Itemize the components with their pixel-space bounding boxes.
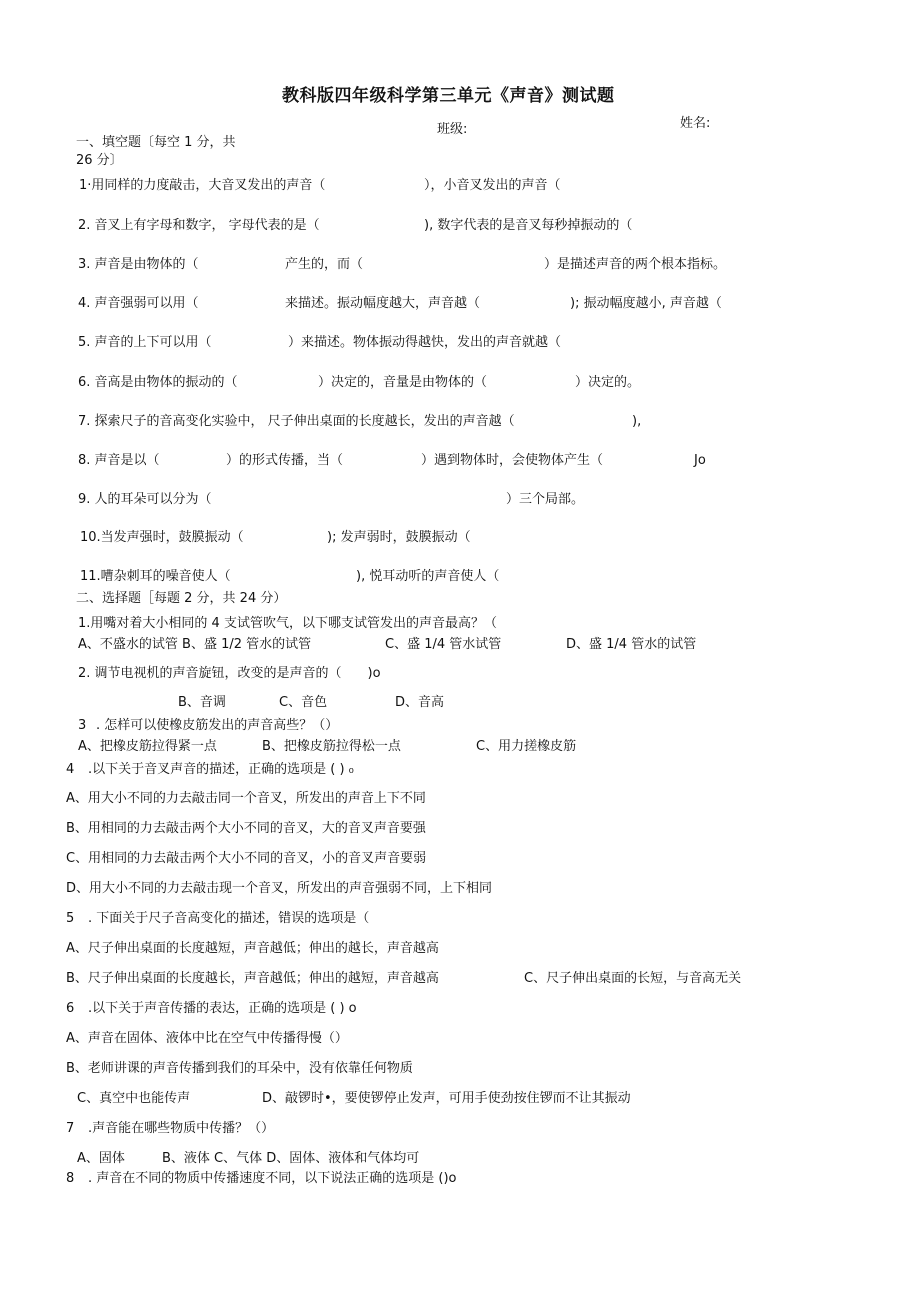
q5-stem: . 下面关于尺子音高变化的描述，错误的选项是（ (88, 911, 370, 926)
q7-option-rest: B、液体 C、气体 D、固体、液体和气体均可 (162, 1151, 420, 1166)
q4-number: 4 (66, 762, 75, 777)
q2-option-d: D、音高 (395, 695, 445, 710)
fill-item-9a: 9. 人的耳朵可以分为（ (78, 492, 212, 507)
fill-item-2b: ), 数字代表的是音叉每秒掉振动的（ (424, 218, 633, 233)
q2-stem: 2. 调节电视机的声音旋钮，改变的是声音的（ )o (78, 666, 381, 681)
q1-option-ab: A、不盛水的试管 B、盛 1/2 管水的试管 (78, 637, 312, 652)
q3-option-b: B、把橡皮筋拉得松一点 (262, 739, 401, 754)
section2-heading: 二、选择题［每题 2 分，共 24 分） (76, 591, 287, 606)
name-label: 姓名: (680, 116, 711, 131)
fill-item-6a: 6. 音高是由物体的振动的（ (78, 375, 238, 390)
q5-option-a: A、尺子伸出桌面的长度越短，声音越低；伸出的越长，声音越高 (66, 941, 439, 956)
q7-option-a: A、固体 (77, 1151, 125, 1166)
class-label: 班级: (437, 122, 468, 137)
fill-item-2a: 2. 音叉上有字母和数字， 字母代表的是（ (78, 218, 320, 233)
fill-item-1b: ），小音叉发出的声音（ (424, 178, 561, 193)
fill-item-8d: Jo (694, 453, 706, 468)
q4-option-b: B、用相同的力去敲击两个大小不同的音叉，大的音叉声音要强 (66, 821, 426, 836)
fill-item-6c: ）决定的。 (575, 375, 641, 390)
q6-option-b: B、老师讲课的声音传播到我们的耳朵中，没有依靠任何物质 (66, 1061, 413, 1076)
fill-item-11b: ), 悦耳动听的声音使人（ (356, 569, 500, 584)
q8-stem: . 声音在不同的物质中传播速度不同，以下说法正确的选项是 ()o (88, 1171, 457, 1186)
q3-stem: . 怎样可以使橡皮筋发出的声音高些？（） (96, 718, 339, 733)
fill-item-5b: ）来描述。物体振动得越快，发出的声音就越（ (288, 335, 562, 350)
q4-stem: .以下关于音叉声音的描述，正确的选项是 ( ) ₀ (88, 762, 354, 777)
fill-item-8b: ）的形式传播，当（ (226, 453, 344, 468)
q6-option-d: D、敲锣时•，要使锣停止发声，可用手使劲按住锣而不让其振动 (262, 1091, 631, 1106)
q6-option-c: C、真空中也能传声 (77, 1091, 191, 1106)
q5-option-c: C、尺子伸出桌面的长短，与音高无关 (524, 971, 742, 986)
q6-number: 6 (66, 1001, 75, 1016)
q4-option-c: C、用相同的力去敲击两个大小不同的音叉，小的音叉声音要弱 (66, 851, 427, 866)
q7-number: 7 (66, 1121, 75, 1136)
q7-stem: .声音能在哪些物质中传播？（） (88, 1121, 275, 1136)
fill-item-6b: ）决定的，音量是由物体的（ (318, 375, 488, 390)
q5-option-b: B、尺子伸出桌面的长度越长，声音越低；伸出的越短，声音越高 (66, 971, 439, 986)
fill-item-5a: 5. 声音的上下可以用（ (78, 335, 212, 350)
fill-item-10b: ); 发声弱时，鼓膜振动（ (327, 530, 471, 545)
q2-option-c: C、音色 (279, 695, 328, 710)
fill-item-8c: ）遇到物体时，会使物体产生（ (421, 453, 604, 468)
fill-item-3b: 产生的，而（ (285, 257, 364, 272)
q4-option-a: A、用大小不同的力去敲击同一个音叉，所发出的声音上下不同 (66, 791, 426, 806)
q3-option-a: A、把橡皮筋拉得紧一点 (78, 739, 217, 754)
fill-item-10a: 10.当发声强时，鼓膜振动（ (80, 530, 244, 545)
fill-item-8a: 8. 声音是以（ (78, 453, 160, 468)
q1-stem: 1.用嘴对着大小相同的 4 支试管吹气，以下哪支试管发出的声音最高？（ (78, 616, 497, 631)
fill-item-7b: ), (632, 414, 642, 429)
q4-option-d: D、用大小不同的力去敲击现一个音叉，所发出的声音强弱不同，上下相同 (66, 881, 493, 896)
q6-stem: .以下关于声音传播的表达，正确的选项是 ( ) o (88, 1001, 357, 1016)
q1-option-c: C、盛 1/4 管水试管 (385, 637, 502, 652)
fill-item-4a: 4. 声音强弱可以用（ (78, 296, 199, 311)
fill-item-7a: 7. 探索尺子的音高变化实验中， 尺子伸出桌面的长度越长，发出的声音越（ (78, 414, 515, 429)
q5-number: 5 (66, 911, 75, 926)
fill-item-1a: 1·用同样的力度敲击，大音叉发出的声音（ (79, 178, 326, 193)
fill-item-11a: 11.嘈杂刺耳的噪音使人（ (80, 569, 231, 584)
section1-heading: 一、填空题〔每空 1 分，共 (76, 135, 236, 150)
fill-item-3a: 3. 声音是由物体的（ (78, 257, 199, 272)
fill-item-3c: ）是描述声音的两个根本指标。 (544, 257, 727, 272)
page-title: 教科版四年级科学第三单元《声音》测试题 (282, 86, 615, 106)
fill-item-4c: ); 振动幅度越小, 声音越（ (570, 296, 722, 311)
q8-number: 8 (66, 1171, 75, 1186)
q6-option-a: A、声音在固体、液体中比在空气中传播得慢（） (66, 1031, 348, 1046)
fill-item-9b: ）三个局部。 (506, 492, 585, 507)
q3-option-c: C、用力搓橡皮筋 (476, 739, 577, 754)
q2-option-b: B、音调 (178, 695, 226, 710)
section1-heading-cont: 26 分〕 (76, 153, 123, 168)
fill-item-4b: 来描述。振动幅度越大，声音越（ (285, 296, 481, 311)
q3-number: 3 (78, 718, 87, 733)
q1-option-d: D、盛 1/4 管水的试管 (566, 637, 697, 652)
